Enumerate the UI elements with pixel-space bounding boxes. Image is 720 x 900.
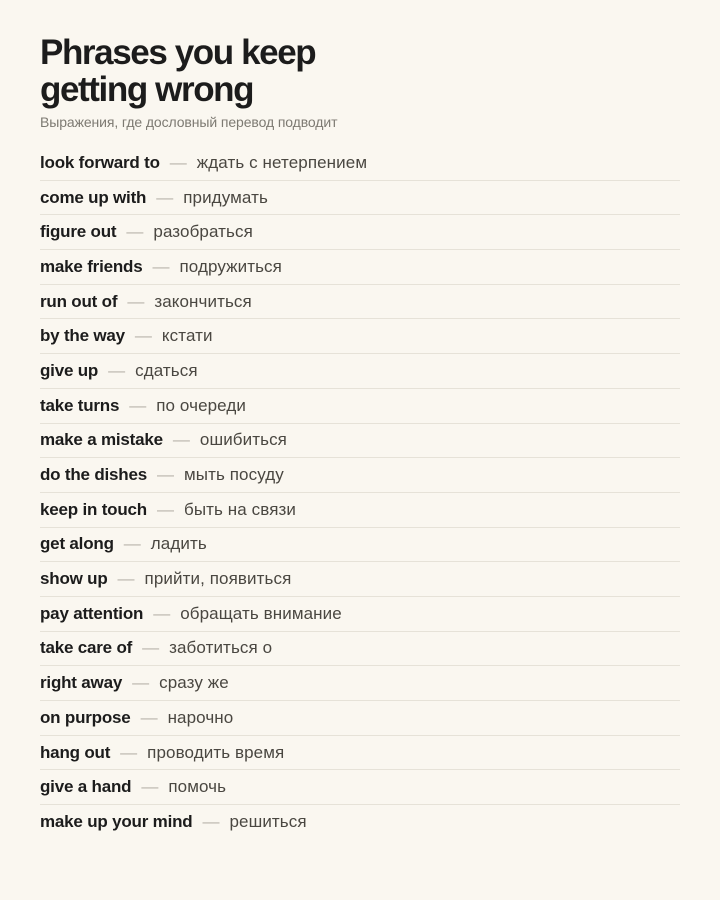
phrase-english: right away <box>40 673 123 693</box>
phrase-english: give up <box>40 360 99 380</box>
phrase-english: give a hand <box>40 777 132 797</box>
phrase-translation: ошибиться <box>199 430 287 450</box>
page-title: Phrases you keep getting wrong <box>40 33 316 109</box>
separator-dash: — <box>127 291 145 311</box>
phrase-row <box>40 597 680 632</box>
phrase-row <box>40 528 680 563</box>
phrase-english: make a mistake <box>40 430 163 450</box>
separator-dash: — <box>123 534 141 554</box>
phrase-english: keep in touch <box>40 499 147 519</box>
phrase-translation: помочь <box>168 777 227 797</box>
separator-dash: — <box>156 465 174 485</box>
phrase-translation: мыть посуду <box>183 465 284 485</box>
separator-dash: — <box>140 707 158 727</box>
phrase-english: pay attention <box>40 603 144 623</box>
phrase-english: take turns <box>40 395 120 415</box>
phrase-row <box>40 354 680 389</box>
separator-dash: — <box>108 360 126 380</box>
separator-dash: — <box>156 499 174 519</box>
phrase-row <box>40 146 680 181</box>
phrase-translation: разобраться <box>153 222 253 242</box>
phrase-translation: ждать с нетерпением <box>196 152 368 172</box>
phrase-english: make friends <box>40 256 143 276</box>
phrase-english: by the way <box>40 326 125 346</box>
phrase-english: hang out <box>40 742 111 762</box>
phrase-row <box>40 493 680 528</box>
phrase-english: take care of <box>40 638 133 658</box>
separator-dash: — <box>152 256 170 276</box>
phrase-translation: придумать <box>183 187 268 207</box>
phrase-english: come up with <box>40 187 147 207</box>
phrase-translation: заботиться о <box>169 638 273 658</box>
separator-dash: — <box>153 603 171 623</box>
phrase-translation: сдаться <box>135 360 198 380</box>
phrase-row <box>40 319 680 354</box>
phrase-translation: быть на связи <box>183 499 297 519</box>
separator-dash: — <box>202 812 220 832</box>
separator-dash: — <box>132 673 150 693</box>
phrase-english: run out of <box>40 291 118 311</box>
separator-dash: — <box>156 187 174 207</box>
page-subtitle: Выражения, где дословный перевод подводит <box>40 114 338 130</box>
phrase-row <box>40 666 680 701</box>
phrase-row <box>40 632 680 667</box>
phrase-row <box>40 458 680 493</box>
phrase-row <box>40 770 680 805</box>
phrase-translation: по очереди <box>156 395 246 415</box>
phrase-english: do the dishes <box>40 465 147 485</box>
phrase-row <box>40 181 680 216</box>
separator-dash: — <box>172 430 190 450</box>
phrase-english: make up your mind <box>40 812 193 832</box>
phrase-translation: обращать внимание <box>180 603 342 623</box>
phrase-row <box>40 389 680 424</box>
phrase-row <box>40 250 680 285</box>
phrase-row <box>40 215 680 250</box>
phrase-translation: закончиться <box>154 291 252 311</box>
phrase-english: figure out <box>40 222 117 242</box>
phrase-translation: решиться <box>229 812 307 832</box>
phrase-translation: нарочно <box>167 707 234 727</box>
separator-dash: — <box>142 638 160 658</box>
separator-dash: — <box>141 777 159 797</box>
phrase-english: show up <box>40 569 108 589</box>
phrase-row <box>40 805 680 840</box>
phrase-translation: прийти, появиться <box>144 569 292 589</box>
separator-dash: — <box>134 326 152 346</box>
phrase-translation: кстати <box>161 326 213 346</box>
phrase-english: on purpose <box>40 707 131 727</box>
phrase-translation: подружиться <box>179 256 282 276</box>
phrase-row <box>40 736 680 771</box>
phrase-translation: сразу же <box>159 673 229 693</box>
phrase-translation: ладить <box>150 534 207 554</box>
separator-dash: — <box>126 222 144 242</box>
phrase-row <box>40 424 680 459</box>
phrase-row <box>40 701 680 736</box>
separator-dash: — <box>117 569 135 589</box>
separator-dash: — <box>129 395 147 415</box>
phrase-english: look forward to <box>40 152 160 172</box>
phrase-row <box>40 562 680 597</box>
phrase-row <box>40 285 680 320</box>
phrase-translation: проводить время <box>147 742 285 762</box>
phrase-list <box>40 146 680 840</box>
separator-dash: — <box>169 152 187 172</box>
separator-dash: — <box>120 742 138 762</box>
phrase-english: get along <box>40 534 114 554</box>
